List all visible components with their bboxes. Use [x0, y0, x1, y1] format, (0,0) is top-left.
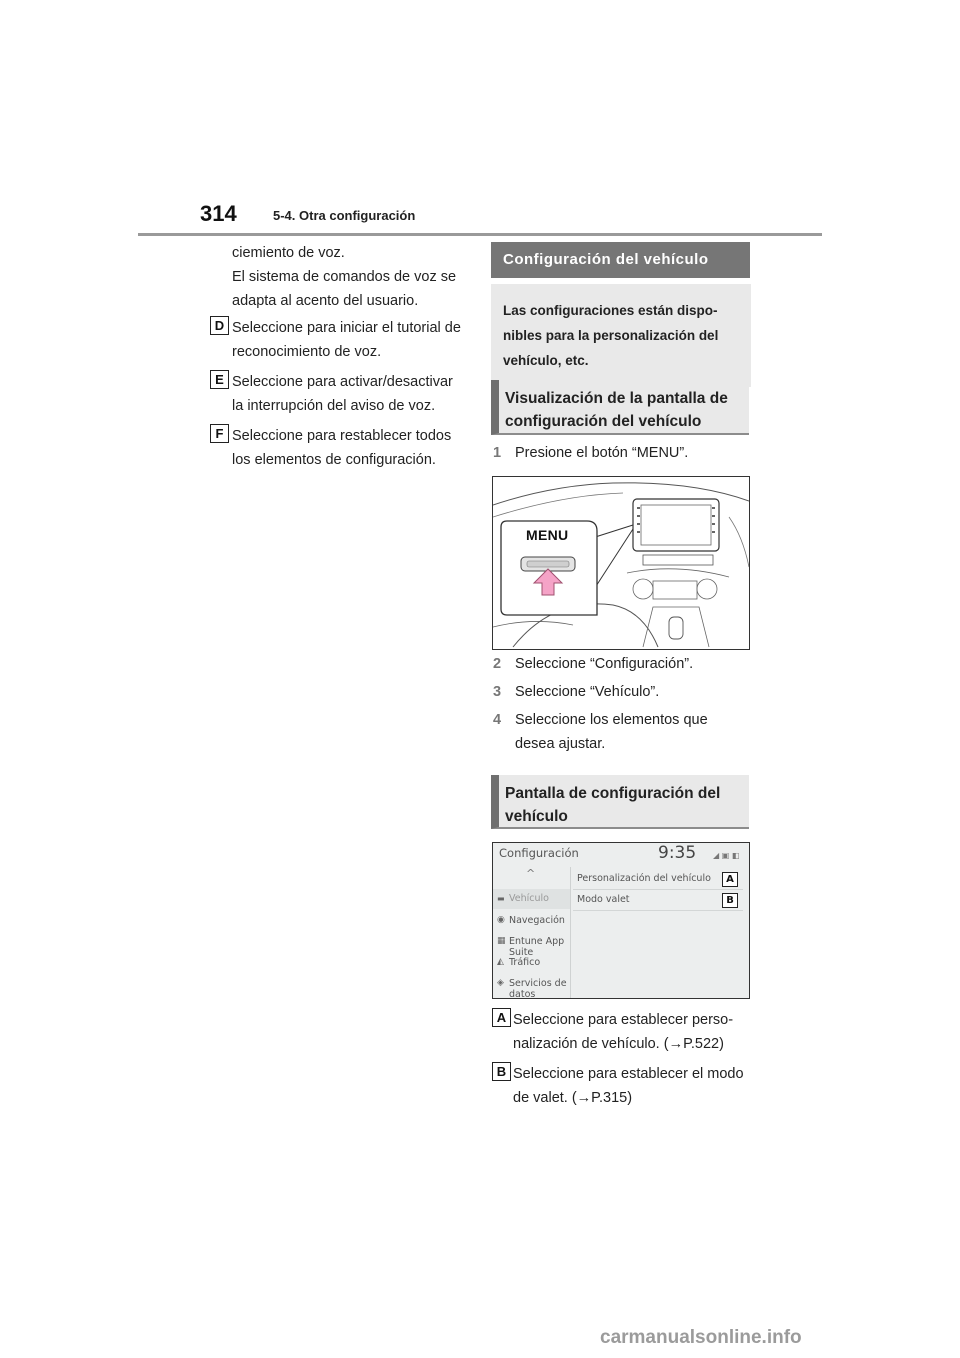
- step-number: 2: [493, 656, 502, 672]
- callout-b: B: [722, 893, 738, 908]
- badge-f: F: [210, 424, 229, 443]
- signal-icon: ◢: [713, 851, 720, 860]
- badge-a: A: [492, 1008, 511, 1027]
- menu-button-label: MENU: [526, 527, 569, 543]
- screen-title: Configuración: [499, 846, 579, 860]
- text-line: Seleccione para establecer el modo: [513, 1066, 744, 1082]
- text-line: de valet. (→P.315): [513, 1090, 633, 1106]
- main-heading: Configuración del vehículo: [491, 242, 750, 278]
- sidebar-item-servicios[interactable]: [493, 974, 570, 999]
- navigation-icon: ◉: [497, 915, 505, 925]
- step-text: Seleccione “Vehículo”.: [515, 684, 660, 700]
- step-number: 4: [493, 712, 502, 728]
- text-line: Seleccione para activar/desactivar: [232, 374, 453, 390]
- option-label: Modo valet: [577, 894, 630, 905]
- text-line: Las configuraciones están dispo-: [503, 303, 718, 318]
- text-line: configuración del vehículo: [505, 413, 702, 430]
- sidebar-item-navegacion[interactable]: [493, 911, 570, 931]
- text-line: la interrupción del aviso de voz.: [232, 398, 436, 414]
- text-line: Seleccione para restablecer todos: [232, 428, 452, 444]
- sidebar-item-vehiculo[interactable]: [493, 889, 570, 909]
- text-line: adapta al acento del usuario.: [232, 293, 419, 309]
- lock-icon: ▣: [721, 851, 730, 860]
- subheading-screen: [491, 775, 749, 829]
- status-icons: [713, 851, 739, 860]
- note-a-text: [513, 1008, 758, 1056]
- settings-screen: [492, 842, 750, 999]
- step-1: [493, 441, 745, 465]
- text-line: reconocimiento de voz.: [232, 344, 382, 360]
- header-divider: [138, 233, 822, 236]
- text-line: vehículo: [505, 808, 568, 825]
- step-3: [493, 680, 745, 704]
- watermark: carmanualsonline.info: [600, 1327, 802, 1348]
- sidebar-item-label: Navegación: [509, 915, 565, 926]
- text-line: Seleccione para establecer perso-: [513, 1012, 734, 1028]
- sidebar-item-label: Tráfico: [509, 957, 541, 968]
- apps-icon: ▦: [497, 936, 506, 946]
- item-f-text: [232, 424, 472, 472]
- traffic-icon: ◭: [497, 957, 504, 967]
- dashboard-illustration: [493, 477, 749, 649]
- text-line: desea ajustar.: [515, 736, 606, 752]
- text-line: nibles para la personalización del: [503, 328, 719, 343]
- option-personalizacion[interactable]: [573, 870, 743, 890]
- text-line: Visualización de la pantalla de: [505, 390, 728, 407]
- dashboard-figure: [492, 476, 750, 650]
- data-services-icon: ◈: [497, 978, 504, 988]
- section-reference: 5-4. Otra configuración: [273, 208, 416, 223]
- sidebar-item-label: Servicios de datos: [509, 978, 567, 999]
- text-line: nalización de vehículo. (→P.522): [513, 1036, 724, 1052]
- note-b-text: [513, 1062, 758, 1110]
- step-number: 3: [493, 684, 502, 700]
- text-line: Seleccione para iniciar el tutorial de: [232, 320, 461, 336]
- step-number: 1: [493, 445, 502, 461]
- sidebar-item-label: Entune App Suite: [509, 936, 565, 958]
- subheading-display: [491, 380, 749, 435]
- step-2: [493, 652, 745, 676]
- item-e-text: [232, 370, 472, 418]
- screen-time: 9:35: [658, 843, 697, 863]
- badge-e: E: [210, 370, 229, 389]
- sidebar-item-trafico[interactable]: [493, 953, 570, 973]
- scroll-up-icon[interactable]: ^: [526, 867, 536, 880]
- callout-a: A: [722, 872, 738, 887]
- settings-status-icon: ◧: [731, 851, 740, 860]
- step-text: Presione el botón “MENU”.: [515, 445, 689, 461]
- sidebar-item-label: Vehículo: [509, 893, 549, 904]
- continuation-text: [232, 241, 472, 313]
- text-line: vehículo, etc.: [503, 353, 589, 368]
- option-label: Personalización del vehículo: [577, 873, 711, 884]
- item-d-text: [232, 316, 472, 364]
- step-4: [493, 708, 745, 756]
- intro-box: [491, 284, 751, 387]
- page-number: 314: [200, 201, 237, 226]
- sidebar-item-entune[interactable]: [493, 932, 570, 958]
- step-text: Seleccione “Configuración”.: [515, 656, 694, 672]
- badge-d: D: [210, 316, 229, 335]
- text-line: El sistema de comandos de voz se: [232, 269, 457, 285]
- badge-b: B: [492, 1062, 511, 1081]
- text-line: los elementos de configuración.: [232, 452, 436, 468]
- car-icon: ▬: [497, 894, 505, 903]
- text-line: Pantalla de configuración del: [505, 785, 721, 802]
- option-modo-valet[interactable]: [573, 891, 743, 911]
- step-text: [515, 708, 745, 756]
- text-line: ciemiento de voz.: [232, 245, 345, 261]
- text-line: Seleccione los elementos que: [515, 712, 708, 728]
